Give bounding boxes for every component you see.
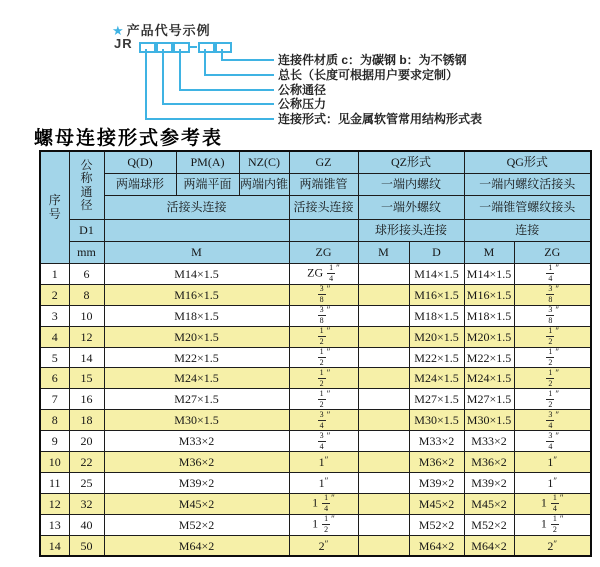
cell-gz: $\frac{1}{2}$ ″ bbox=[289, 389, 358, 410]
cell-m: M45×2 bbox=[104, 493, 289, 514]
connector-line bbox=[162, 49, 164, 105]
cell-gz: $\frac{3}{8}$ ″ bbox=[289, 284, 358, 305]
cell-seq: 13 bbox=[40, 514, 69, 535]
header-type-qg: QG形式 bbox=[464, 151, 591, 174]
table-header bbox=[40, 151, 591, 264]
cell-seq: 11 bbox=[40, 472, 69, 493]
header-row-conn bbox=[40, 220, 591, 242]
header-union-conn: 活接头连接 bbox=[104, 196, 289, 220]
header-row-types bbox=[40, 151, 591, 174]
header-unit-m1: M bbox=[104, 242, 289, 264]
cell-qg-m: M30×1.5 bbox=[464, 410, 514, 431]
table-row bbox=[40, 431, 591, 452]
cell-qg-m: M36×2 bbox=[464, 452, 514, 473]
cell-qg-m: M39×2 bbox=[464, 472, 514, 493]
cell-qg-m: M14×1.5 bbox=[464, 264, 514, 285]
cell-qg-zg: 1″ bbox=[514, 452, 591, 473]
cell-qg-m: M22×1.5 bbox=[464, 347, 514, 368]
cell-dn: 16 bbox=[69, 389, 104, 410]
connector-line bbox=[204, 49, 206, 76]
code-label-pressure: 公称压力 bbox=[278, 97, 327, 111]
header-type-gz: GZ bbox=[289, 151, 358, 174]
header-row-desc1 bbox=[40, 174, 591, 196]
table-row bbox=[40, 284, 591, 305]
nut-connection-table bbox=[39, 150, 592, 557]
cell-seq: 2 bbox=[40, 284, 69, 305]
cell-dn: 14 bbox=[69, 347, 104, 368]
header-unit-m2: M bbox=[358, 242, 409, 264]
cell-m: M39×2 bbox=[104, 472, 289, 493]
cell-qz-d: M16×1.5 bbox=[409, 284, 464, 305]
cell-qg-m: M45×2 bbox=[464, 493, 514, 514]
cell-qz-m bbox=[358, 431, 409, 452]
table-row bbox=[40, 493, 591, 514]
cell-qg-zg: $\frac{3}{4}$ ″ bbox=[514, 410, 591, 431]
cell-seq: 7 bbox=[40, 389, 69, 410]
cell-qz-m bbox=[358, 410, 409, 431]
cell-qg-m: M52×2 bbox=[464, 514, 514, 535]
cell-seq: 3 bbox=[40, 305, 69, 326]
table-title: 螺母连接形式参考表 bbox=[34, 128, 224, 149]
header-gz-conn: 活接头连接 bbox=[289, 196, 358, 220]
header-qz-conn: 球形接头连接 bbox=[358, 220, 464, 242]
cell-qg-zg: $\frac{1}{2}$ ″ bbox=[514, 347, 591, 368]
table-row bbox=[40, 472, 591, 493]
cell-qz-d: M30×1.5 bbox=[409, 410, 464, 431]
cell-qg-m: M27×1.5 bbox=[464, 389, 514, 410]
header-unit-zg1: ZG bbox=[289, 242, 358, 264]
table-row bbox=[40, 347, 591, 368]
cell-gz: 1″ bbox=[289, 472, 358, 493]
cell-m: M52×2 bbox=[104, 514, 289, 535]
cell-seq: 4 bbox=[40, 326, 69, 347]
cell-seq: 14 bbox=[40, 535, 69, 556]
code-label-connection: 连接形式：见金属软管常用结构形式表 bbox=[278, 112, 483, 126]
header-type-qz: QZ形式 bbox=[358, 151, 464, 174]
table-row bbox=[40, 264, 591, 285]
header-blank-2 bbox=[289, 220, 358, 242]
cell-qg-zg: $\frac{1}{2}$ ″ bbox=[514, 368, 591, 389]
header-row-units bbox=[40, 242, 591, 264]
connector-line bbox=[179, 89, 274, 91]
cell-qz-m bbox=[358, 452, 409, 473]
cell-m: M16×1.5 bbox=[104, 284, 289, 305]
cell-qg-m: M16×1.5 bbox=[464, 284, 514, 305]
cell-m: M24×1.5 bbox=[104, 368, 289, 389]
product-code-diagram bbox=[0, 0, 600, 126]
header-desc-q: 两端球形 bbox=[104, 174, 176, 196]
cell-m: M27×1.5 bbox=[104, 389, 289, 410]
cell-qg-zg: 1 $\frac{1}{4}$ ″ bbox=[514, 493, 591, 514]
cell-gz: $\frac{1}{2}$ ″ bbox=[289, 368, 358, 389]
cell-qg-zg: $\frac{3}{4}$ ″ bbox=[514, 431, 591, 452]
cell-dn: 10 bbox=[69, 305, 104, 326]
cell-qg-zg: 2″ bbox=[514, 535, 591, 556]
header-unit-zg2: ZG bbox=[514, 242, 591, 264]
cell-qz-m bbox=[358, 514, 409, 535]
cell-seq: 1 bbox=[40, 264, 69, 285]
cell-qg-m: M20×1.5 bbox=[464, 326, 514, 347]
cell-qz-m bbox=[358, 389, 409, 410]
cell-qg-zg: $\frac{3}{8}$ ″ bbox=[514, 284, 591, 305]
code-label-length: 总长（长度可根据用户要求定制） bbox=[278, 68, 459, 82]
cell-dn: 6 bbox=[69, 264, 104, 285]
cell-gz: 1 $\frac{1}{4}$ ″ bbox=[289, 493, 358, 514]
code-box-1 bbox=[139, 42, 156, 53]
code-dash bbox=[188, 46, 197, 48]
cell-qz-d: M14×1.5 bbox=[409, 264, 464, 285]
header-desc-qg: 一端内螺纹活接头 bbox=[464, 174, 591, 196]
cell-dn: 50 bbox=[69, 535, 104, 556]
cell-qz-m bbox=[358, 472, 409, 493]
cell-qz-d: M33×2 bbox=[409, 431, 464, 452]
cell-m: M20×1.5 bbox=[104, 326, 289, 347]
cell-qz-d: M52×2 bbox=[409, 514, 464, 535]
cell-qz-d: M39×2 bbox=[409, 472, 464, 493]
header-qz-desc2: 一端外螺纹 bbox=[358, 196, 464, 220]
diagram-heading-text: 产品代号示例 bbox=[126, 23, 211, 38]
cell-gz: $\frac{1}{2}$ ″ bbox=[289, 347, 358, 368]
cell-qz-m bbox=[358, 284, 409, 305]
header-desc-nz: 两端内锥 bbox=[239, 174, 289, 196]
table-body bbox=[40, 264, 591, 557]
cell-dn: 12 bbox=[69, 326, 104, 347]
cell-m: M22×1.5 bbox=[104, 347, 289, 368]
cell-qg-zg: $\frac{1}{2}$ ″ bbox=[514, 326, 591, 347]
cell-qg-m: M18×1.5 bbox=[464, 305, 514, 326]
cell-seq: 9 bbox=[40, 431, 69, 452]
cell-qg-m: M33×2 bbox=[464, 431, 514, 452]
cell-seq: 12 bbox=[40, 493, 69, 514]
header-unit-d: D bbox=[409, 242, 464, 264]
cell-gz: 1 $\frac{1}{2}$ ″ bbox=[289, 514, 358, 535]
connector-line bbox=[145, 49, 147, 120]
cell-qz-d: M27×1.5 bbox=[409, 389, 464, 410]
code-label-material: 连接件材质 c：为碳钢 b：为不锈钢 bbox=[278, 53, 467, 67]
cell-gz: $\frac{3}{8}$ ″ bbox=[289, 305, 358, 326]
cell-dn: 15 bbox=[69, 368, 104, 389]
table-row bbox=[40, 389, 591, 410]
cell-qz-m bbox=[358, 264, 409, 285]
header-qg-desc2: 一端锥管螺纹接头 bbox=[464, 196, 591, 220]
cell-qz-m bbox=[358, 535, 409, 556]
code-label-diameter: 公称通径 bbox=[278, 83, 327, 97]
cell-gz: $\frac{3}{4}$ ″ bbox=[289, 431, 358, 452]
cell-qz-m bbox=[358, 493, 409, 514]
cell-qz-d: M64×2 bbox=[409, 535, 464, 556]
reference-table-wrap bbox=[39, 150, 592, 557]
header-dn: 公 称 通 径 bbox=[69, 151, 104, 220]
cell-qz-d: M18×1.5 bbox=[409, 305, 464, 326]
cell-qz-d: M22×1.5 bbox=[409, 347, 464, 368]
cell-qg-m: M64×2 bbox=[464, 535, 514, 556]
cell-seq: 10 bbox=[40, 452, 69, 473]
cell-dn: 20 bbox=[69, 431, 104, 452]
cell-dn: 32 bbox=[69, 493, 104, 514]
cell-dn: 40 bbox=[69, 514, 104, 535]
table-row bbox=[40, 452, 591, 473]
cell-qz-d: M45×2 bbox=[409, 493, 464, 514]
cell-gz: 2″ bbox=[289, 535, 358, 556]
cell-dn: 18 bbox=[69, 410, 104, 431]
header-row-desc2 bbox=[40, 196, 591, 220]
cell-qz-d: M36×2 bbox=[409, 452, 464, 473]
cell-qg-zg: $\frac{1}{4}$ ″ bbox=[514, 264, 591, 285]
cell-qz-m bbox=[358, 326, 409, 347]
header-desc-gz: 两端锥管 bbox=[289, 174, 358, 196]
cell-qg-zg: 1 $\frac{1}{2}$ ″ bbox=[514, 514, 591, 535]
cell-gz: $\frac{3}{4}$ ″ bbox=[289, 410, 358, 431]
table-row bbox=[40, 535, 591, 556]
code-prefix: JR bbox=[114, 36, 133, 51]
star-icon: ★ bbox=[112, 23, 125, 38]
cell-qg-zg: $\frac{1}{2}$ ″ bbox=[514, 389, 591, 410]
header-blank-1 bbox=[104, 220, 289, 242]
cell-m: M64×2 bbox=[104, 535, 289, 556]
header-type-nz: NZ(C) bbox=[239, 151, 289, 174]
connector-line bbox=[204, 74, 274, 76]
table-row bbox=[40, 305, 591, 326]
code-box-5 bbox=[215, 42, 232, 53]
cell-seq: 5 bbox=[40, 347, 69, 368]
header-seq: 序 号 bbox=[40, 151, 69, 264]
cell-dn: 8 bbox=[69, 284, 104, 305]
cell-seq: 8 bbox=[40, 410, 69, 431]
header-d1: D1 bbox=[69, 220, 104, 242]
connector-line bbox=[145, 118, 274, 120]
code-box-2 bbox=[156, 42, 173, 53]
cell-dn: 25 bbox=[69, 472, 104, 493]
header-unit-mm: mm bbox=[69, 242, 104, 264]
cell-dn: 22 bbox=[69, 452, 104, 473]
connector-line bbox=[179, 49, 181, 91]
cell-gz: 1″ bbox=[289, 452, 358, 473]
cell-m: M36×2 bbox=[104, 452, 289, 473]
cell-gz: $\frac{1}{2}$ ″ bbox=[289, 326, 358, 347]
cell-qg-zg: 1″ bbox=[514, 472, 591, 493]
cell-qz-m bbox=[358, 347, 409, 368]
cell-qz-m bbox=[358, 305, 409, 326]
header-desc-pm: 两端平面 bbox=[176, 174, 239, 196]
code-box-4 bbox=[198, 42, 215, 53]
cell-m: M33×2 bbox=[104, 431, 289, 452]
header-qg-conn: 连接 bbox=[464, 220, 591, 242]
connector-line bbox=[221, 59, 274, 61]
cell-qg-zg: $\frac{3}{8}$ ″ bbox=[514, 305, 591, 326]
cell-seq: 6 bbox=[40, 368, 69, 389]
connector-line bbox=[162, 103, 274, 105]
cell-m: M14×1.5 bbox=[104, 264, 289, 285]
header-desc-qz: 一端内螺纹 bbox=[358, 174, 464, 196]
table-row bbox=[40, 326, 591, 347]
cell-qz-m bbox=[358, 368, 409, 389]
cell-qg-m: M24×1.5 bbox=[464, 368, 514, 389]
cell-qz-d: M20×1.5 bbox=[409, 326, 464, 347]
table-row bbox=[40, 368, 591, 389]
header-type-q: Q(D) bbox=[104, 151, 176, 174]
header-type-pm: PM(A) bbox=[176, 151, 239, 174]
table-row bbox=[40, 514, 591, 535]
cell-qz-d: M24×1.5 bbox=[409, 368, 464, 389]
table-row bbox=[40, 410, 591, 431]
header-unit-m3: M bbox=[464, 242, 514, 264]
cell-gz: ZG $\frac{1}{4}$ ″ bbox=[289, 264, 358, 285]
cell-m: M18×1.5 bbox=[104, 305, 289, 326]
cell-m: M30×1.5 bbox=[104, 410, 289, 431]
